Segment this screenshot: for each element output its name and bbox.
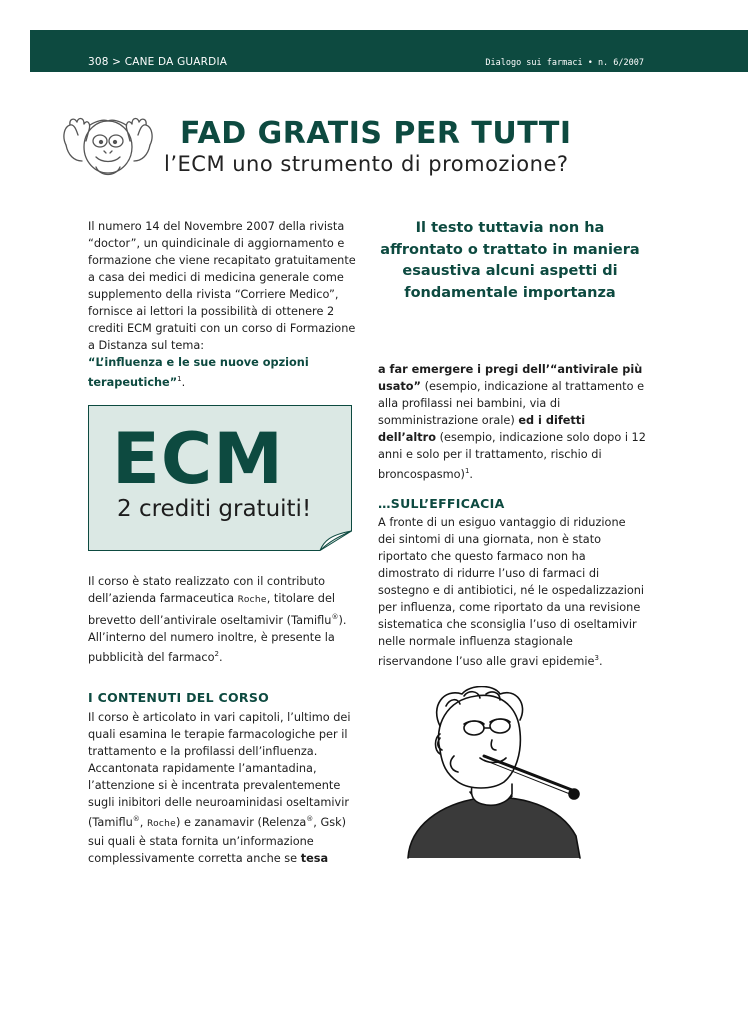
section-heading-contents: I CONTENUTI DEL CORSO: [88, 690, 270, 705]
monkey-mascot-icon: [60, 115, 156, 181]
intro-paragraph: Il numero 14 del Novembre 2007 della rivista “doctor”, un quindicinale di aggiornamento e formazione che viene recapitato gratuitamente a casa dei medici di medicina generale come supplemento della rivista “Corriere Medico”, fornisce ai lettori la possibilità di ottenere 2 crediti ECM gratuiti con un corso di Formazione a Distanza sul tema: “L’influenza e le sue nuove opzioni terapeutiche”$^1$.: [88, 220, 356, 389]
ecm-heading: ECM: [112, 418, 284, 500]
pull-quote: Il testo tuttavia non ha affrontato o trattato in maniera esaustiva alcuni aspetti di fondamentale importanza: [380, 220, 640, 301]
section-label: 308 > CANE DA GUARDIA: [88, 56, 228, 68]
antiviral-paragraph: a far emergere i pregi dell’“antivirale più usato” (esempio, indicazione al trattamento e alla profilassi nei bambini, via di somministrazione orale) ed i difetti dell’altro (esempio, indicazione solo dopo i 12 anni e solo per il trattamento, rischio di broncospasmo)$^1$.: [378, 363, 646, 481]
course-topic: L’influenza e le sue nuove opzioni terapeutiche: [88, 356, 309, 389]
contents-paragraph: Il corso è articolato in vari capitoli, l’ultimo dei quali esamina le terapie farmacologiche per il trattamento e la profilassi dell’influenza. Accantonata rapidamente l’amantadina, l’attenzione si è incentrata prevalentemente sugli inibitori delle neuroaminidasi oseltamivir (Tamiflu®, Roche) e zanamavir (Relenza®, Gsk) sui quali è stata fornita un’informazione complessivamente corretta anche se tesa: [88, 711, 351, 865]
issue-label: Dialogo sui farmaci • n. 6/2007: [485, 58, 644, 68]
efficacy-paragraph: A fronte di un esiguo vantaggio di riduzione dei sintomi di una giornata, non è stato riportato che questo farmaco non ha dimostrato di ridurre l’uso di farmaci di sostegno e di antibiotici, né le ospedalizzazioni per influenza, come riportato da una revisione sistematica che sconsiglia l’uso di oseltamivir nelle normale influenza stagionale riservandone l’uso alle gravi epidemie$^3$.: [378, 516, 645, 668]
sponsor-paragraph: Il corso è stato realizzato con il contributo dell’azienda farmaceutica Roche, titolare del brevetto dell’antivirale oseltamivir (Tamiflu®). All’interno del numero inoltre, è presente la pubblicità del farmaco$^2$.: [88, 575, 347, 664]
article-title: FAD GRATIS PER TUTTI: [180, 116, 572, 151]
header-bar: [30, 30, 748, 72]
article-subtitle: l’ECM uno strumento di promozione?: [164, 152, 569, 176]
section-heading-efficacy: …SULL’EFFICACIA: [378, 496, 505, 511]
sick-man-thermometer-illustration: [400, 686, 622, 860]
ecm-credits-text: 2 crediti gratuiti!: [117, 496, 312, 522]
